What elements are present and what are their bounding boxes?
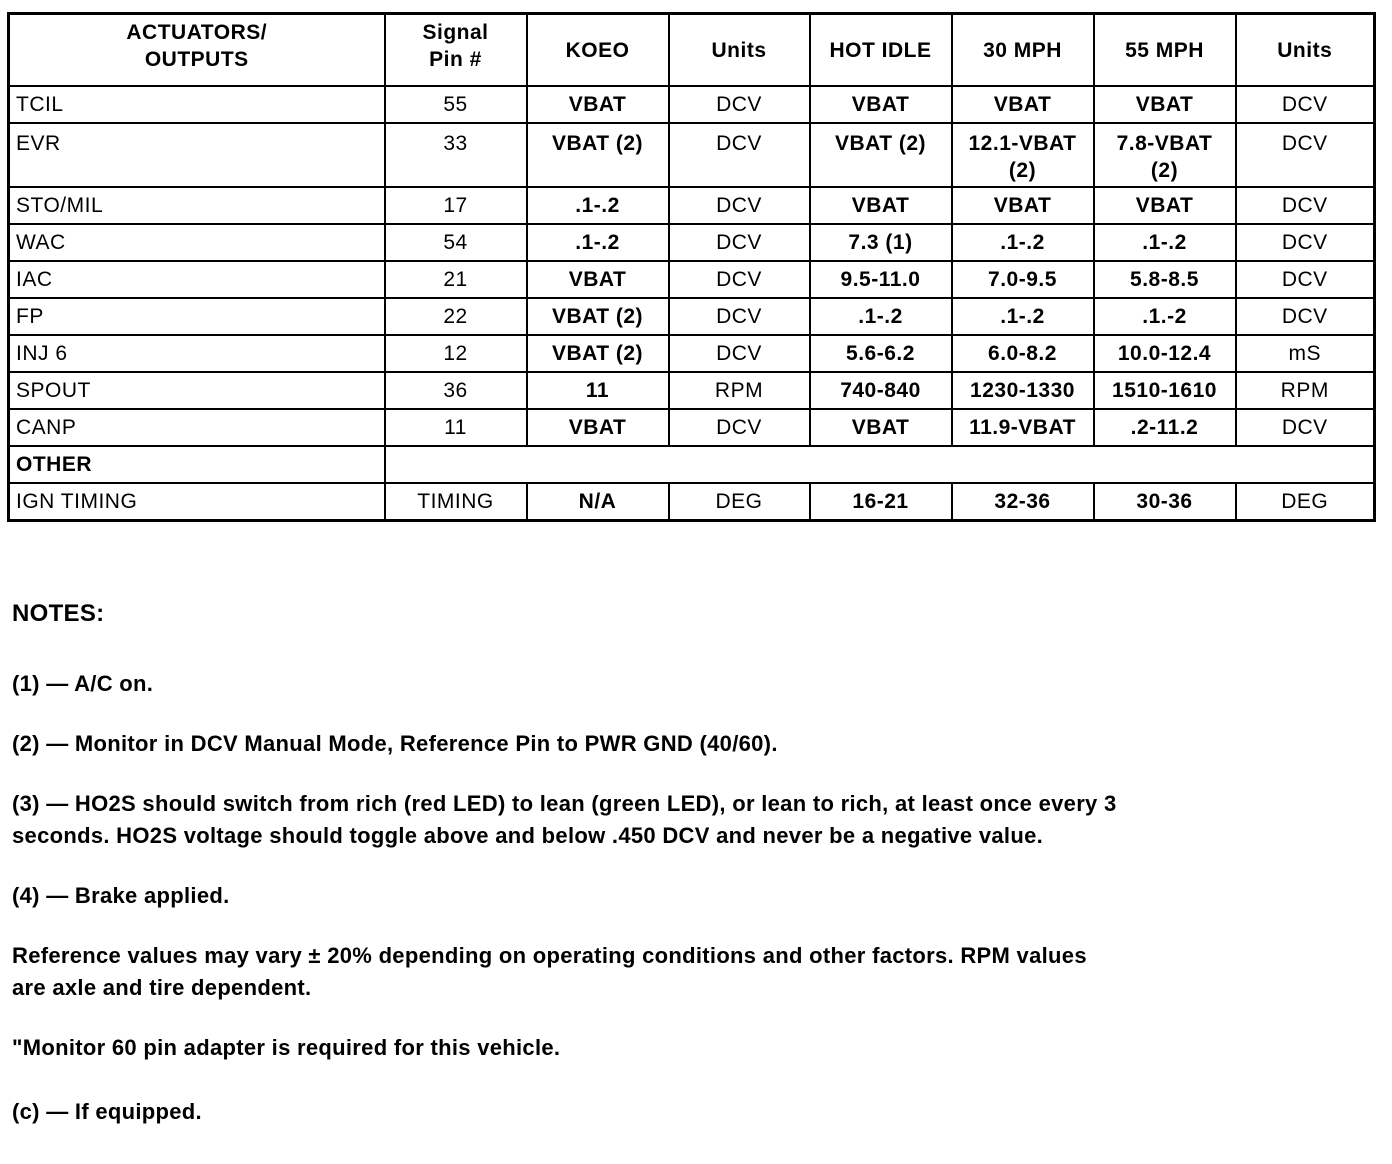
table-row-tcil [9, 86, 1375, 123]
cell-units-1: DCV [669, 335, 810, 372]
cell-pin: 21 [385, 261, 527, 298]
header-30-mph: 30 MPH [952, 14, 1094, 87]
cell-koeo: .1-.2 [527, 187, 669, 224]
cell-units-1: RPM [669, 372, 810, 409]
cell-units-1: DCV [669, 187, 810, 224]
cell-30-mph: .1-.2 [952, 224, 1094, 261]
cell-pin: 11 [385, 409, 527, 446]
note-1: (1) — A/C on. [12, 671, 154, 696]
table-row-canp [9, 409, 1375, 446]
other-section-blank [385, 446, 1375, 483]
table-row-ign-timing [9, 483, 1375, 520]
cell-30-mph: 7.0-9.5 [952, 261, 1094, 298]
cell-units-1: DCV [669, 224, 810, 261]
note-c: (c) — If equipped. [12, 1099, 202, 1124]
header-55-mph: 55 MPH [1094, 14, 1236, 87]
cell-units-2: DCV [1236, 261, 1375, 298]
cell-name: IGN TIMING [9, 483, 385, 520]
reference-values-line-1: Reference values may vary ± 20% depending on operating conditions and other factors. RPM values [12, 943, 1087, 968]
cell-30-mph-line2: (2) [1008, 159, 1037, 182]
cell-koeo: VBAT (2) [527, 335, 669, 372]
cell-pin: 54 [385, 224, 527, 261]
cell-hot-idle: .1-.2 [810, 298, 952, 335]
table-row-other [9, 446, 1375, 483]
cell-units-1: DCV [669, 409, 810, 446]
cell-units-2: DCV [1236, 224, 1375, 261]
cell-30-mph-line1: 12.1-VBAT [968, 132, 1077, 155]
cell-30-mph: VBAT [952, 86, 1094, 123]
cell-name: IAC [9, 261, 385, 298]
note-4: (4) — Brake applied. [12, 883, 230, 908]
cell-55-mph [1094, 123, 1236, 187]
header-hot-idle: HOT IDLE [810, 14, 952, 87]
cell-koeo: VBAT (2) [527, 123, 669, 187]
header-actuators-line2: OUTPUTS [144, 48, 249, 71]
cell-30-mph: 6.0-8.2 [952, 335, 1094, 372]
cell-30-mph: .1-.2 [952, 298, 1094, 335]
cell-55-mph: .1-.2 [1094, 224, 1236, 261]
cell-hot-idle: VBAT [810, 86, 952, 123]
cell-units-2: DCV [1236, 187, 1375, 224]
cell-55-mph: 5.8-8.5 [1094, 261, 1236, 298]
cell-55-mph: .1.-2 [1094, 298, 1236, 335]
cell-units-2: DCV [1236, 409, 1375, 446]
header-signal-line1: Signal [422, 21, 489, 44]
header-koeo: KOEO [527, 14, 669, 87]
cell-55-mph: 30-36 [1094, 483, 1236, 520]
cell-units-2: mS [1236, 335, 1375, 372]
cell-name: EVR [9, 123, 385, 187]
header-units-1: Units [669, 14, 810, 87]
cell-hot-idle: 5.6-6.2 [810, 335, 952, 372]
notes-section [12, 600, 1382, 1128]
reference-values-line-2: are axle and tire dependent. [12, 975, 312, 1000]
cell-koeo: N/A [527, 483, 669, 520]
cell-hot-idle: 9.5-11.0 [810, 261, 952, 298]
cell-pin: 22 [385, 298, 527, 335]
cell-units-1: DCV [669, 123, 810, 187]
cell-name: SPOUT [9, 372, 385, 409]
table-row-wac [9, 224, 1375, 261]
table-row-evr [9, 123, 1375, 187]
cell-30-mph: 32-36 [952, 483, 1094, 520]
header-actuators [9, 14, 385, 87]
other-section-label: OTHER [9, 446, 385, 483]
notes-title: NOTES: [12, 600, 105, 627]
cell-hot-idle: VBAT (2) [810, 123, 952, 187]
cell-name: WAC [9, 224, 385, 261]
header-row [9, 14, 1375, 87]
cell-55-mph: 1510-1610 [1094, 372, 1236, 409]
table-row-iac [9, 261, 1375, 298]
cell-hot-idle: 740-840 [810, 372, 952, 409]
cell-name: INJ 6 [9, 335, 385, 372]
cell-30-mph: VBAT [952, 187, 1094, 224]
cell-55-mph: VBAT [1094, 86, 1236, 123]
header-units-2: Units [1236, 14, 1375, 87]
cell-pin: 55 [385, 86, 527, 123]
cell-pin: 36 [385, 372, 527, 409]
cell-name: CANP [9, 409, 385, 446]
cell-koeo: VBAT [527, 261, 669, 298]
cell-units-1: DCV [669, 298, 810, 335]
cell-55-mph-line2: (2) [1150, 159, 1179, 182]
header-actuators-line1: ACTUATORS/ [126, 21, 268, 44]
header-signal-line2: Pin # [429, 48, 482, 71]
cell-55-mph: VBAT [1094, 187, 1236, 224]
cell-30-mph: 1230-1330 [952, 372, 1094, 409]
cell-units-1: DCV [669, 86, 810, 123]
cell-hot-idle: VBAT [810, 409, 952, 446]
cell-hot-idle: 7.3 (1) [810, 224, 952, 261]
cell-units-2: DCV [1236, 86, 1375, 123]
cell-pin: 33 [385, 123, 527, 187]
note-3-line-2: seconds. HO2S voltage should toggle above and below .450 DCV and never be a negative value. [12, 823, 1044, 848]
table-row-inj-6 [9, 335, 1375, 372]
table-row-fp [9, 298, 1375, 335]
cell-units-2: DCV [1236, 298, 1375, 335]
note-3-line-1: (3) — HO2S should switch from rich (red LED) to lean (green LED), or lean to rich, at least once every 3 [12, 791, 1117, 816]
cell-pin: TIMING [385, 483, 527, 520]
cell-55-mph-line1: 7.8-VBAT [1116, 132, 1213, 155]
cell-units-1: DEG [669, 483, 810, 520]
table-row-spout [9, 372, 1375, 409]
cell-koeo: VBAT [527, 409, 669, 446]
cell-koeo: 11 [527, 372, 669, 409]
cell-pin: 12 [385, 335, 527, 372]
cell-units-2: RPM [1236, 372, 1375, 409]
cell-units-2: DEG [1236, 483, 1375, 520]
cell-units-2: DCV [1236, 123, 1375, 187]
monitor-adapter-note: "Monitor 60 pin adapter is required for this vehicle. [12, 1035, 561, 1060]
cell-koeo: VBAT (2) [527, 298, 669, 335]
cell-30-mph: 11.9-VBAT [952, 409, 1094, 446]
table-row-sto-mil [9, 187, 1375, 224]
cell-hot-idle: 16-21 [810, 483, 952, 520]
cell-name: TCIL [9, 86, 385, 123]
cell-name: STO/MIL [9, 187, 385, 224]
cell-hot-idle: VBAT [810, 187, 952, 224]
note-2: (2) — Monitor in DCV Manual Mode, Reference Pin to PWR GND (40/60). [12, 731, 778, 756]
note-3 [12, 788, 1382, 852]
cell-pin: 17 [385, 187, 527, 224]
cell-name: FP [9, 298, 385, 335]
cell-koeo: VBAT [527, 86, 669, 123]
header-signal-pin [385, 14, 527, 87]
cell-55-mph: .2-11.2 [1094, 409, 1236, 446]
cell-units-1: DCV [669, 261, 810, 298]
reference-values-note [12, 940, 1382, 1004]
cell-koeo: .1-.2 [527, 224, 669, 261]
cell-30-mph [952, 123, 1094, 187]
cell-55-mph: 10.0-12.4 [1094, 335, 1236, 372]
actuators-outputs-table [7, 12, 1376, 522]
